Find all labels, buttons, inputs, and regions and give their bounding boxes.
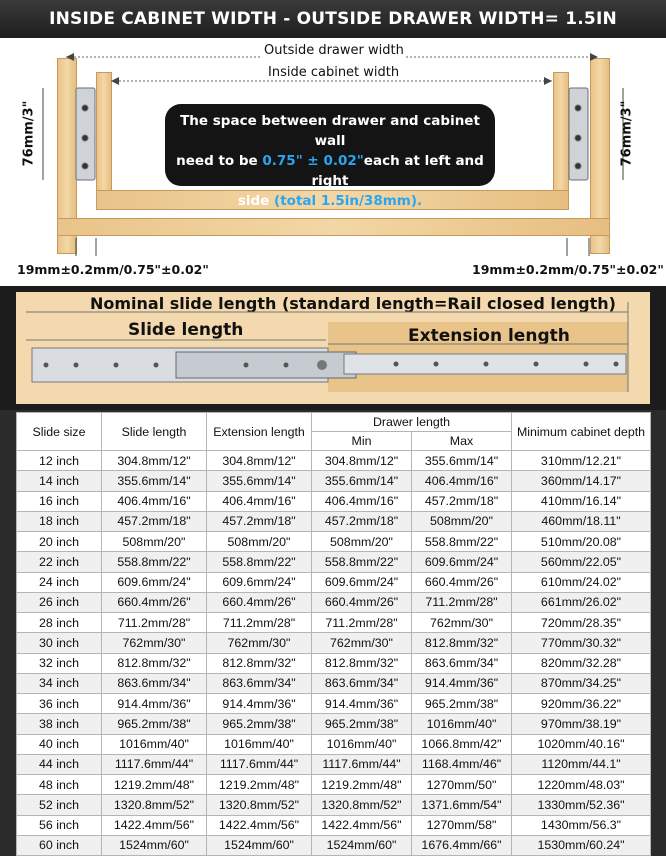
table-row xyxy=(17,835,651,855)
table-cell: 1117.6mm/44" xyxy=(102,754,207,774)
table-row xyxy=(17,775,651,795)
table-row xyxy=(17,532,651,552)
header-min-cabinet-depth: Minimum cabinet depth xyxy=(512,413,651,451)
table-cell: 360mm/14.17" xyxy=(512,471,651,491)
table-row xyxy=(17,633,651,653)
table-cell: 34 inch xyxy=(17,673,102,693)
table-cell: 410mm/16.14" xyxy=(512,491,651,511)
table-cell: 965.2mm/38" xyxy=(312,714,412,734)
table-cell: 863.6mm/34" xyxy=(207,673,312,693)
table-cell: 457.2mm/18" xyxy=(412,491,512,511)
table-cell: 870mm/34.25" xyxy=(512,673,651,693)
table-cell: 965.2mm/38" xyxy=(207,714,312,734)
table-cell: 812.8mm/32" xyxy=(412,633,512,653)
right-height-label: 76mm/3" xyxy=(619,100,635,167)
header-min: Min xyxy=(312,432,412,451)
table-cell: 1219.2mm/48" xyxy=(207,775,312,795)
table-cell: 863.6mm/34" xyxy=(312,673,412,693)
table-cell: 1422.4mm/56" xyxy=(102,815,207,835)
table-cell: 28 inch xyxy=(17,613,102,633)
table-cell: 1320.8mm/52" xyxy=(207,795,312,815)
table-cell: 60 inch xyxy=(17,835,102,855)
table-cell: 30 inch xyxy=(17,633,102,653)
table-cell: 1117.6mm/44" xyxy=(312,754,412,774)
table-row xyxy=(17,694,651,714)
table-cell: 720mm/28.35" xyxy=(512,613,651,633)
table-cell: 1270mm/50" xyxy=(412,775,512,795)
table-cell: 920mm/36.22" xyxy=(512,694,651,714)
table-cell: 965.2mm/38" xyxy=(412,694,512,714)
slide-length-diagram xyxy=(0,286,666,410)
right-thickness-label: 19mm±0.2mm/0.75"±0.02" xyxy=(472,262,664,277)
table-cell: 1168.4mm/46" xyxy=(412,754,512,774)
table-cell: 355.6mm/14" xyxy=(412,451,512,471)
table-row xyxy=(17,815,651,835)
table-cell: 1422.4mm/56" xyxy=(207,815,312,835)
extension-length-label: Extension length xyxy=(408,326,570,346)
table-cell: 660.4mm/26" xyxy=(412,572,512,592)
table-cell: 762mm/30" xyxy=(312,633,412,653)
table-cell: 304.8mm/12" xyxy=(207,451,312,471)
table-cell: 508mm/20" xyxy=(412,511,512,531)
table-cell: 40 inch xyxy=(17,734,102,754)
table-row xyxy=(17,451,651,471)
table-cell: 711.2mm/28" xyxy=(102,613,207,633)
table-cell: 508mm/20" xyxy=(207,532,312,552)
table-cell: 1330mm/52.36" xyxy=(512,795,651,815)
table-cell: 863.6mm/34" xyxy=(102,673,207,693)
right-slide-rail xyxy=(569,88,588,180)
table-cell: 914.4mm/36" xyxy=(312,694,412,714)
table-cell: 1220mm/48.03" xyxy=(512,775,651,795)
table-cell: 660.4mm/26" xyxy=(102,592,207,612)
table-row xyxy=(17,471,651,491)
table-cell: 609.6mm/24" xyxy=(312,572,412,592)
table-cell: 1016mm/40" xyxy=(207,734,312,754)
table-cell: 812.8mm/32" xyxy=(102,653,207,673)
table-cell: 457.2mm/18" xyxy=(207,511,312,531)
table-cell: 508mm/20" xyxy=(312,532,412,552)
table-cell: 355.6mm/14" xyxy=(102,471,207,491)
inside-cabinet-width-label: Inside cabinet width xyxy=(268,65,400,80)
table-row xyxy=(17,754,651,774)
table-cell: 16 inch xyxy=(17,491,102,511)
table-row xyxy=(17,491,651,511)
table-cell: 558.8mm/22" xyxy=(207,552,312,572)
table-cell: 44 inch xyxy=(17,754,102,774)
table-cell: 914.4mm/36" xyxy=(412,673,512,693)
table-cell: 770mm/30.32" xyxy=(512,633,651,653)
table-cell: 460mm/18.11" xyxy=(512,511,651,531)
table-cell: 1219.2mm/48" xyxy=(312,775,412,795)
table-cell: 1371.6mm/54" xyxy=(412,795,512,815)
table-row xyxy=(17,552,651,572)
table-cell: 711.2mm/28" xyxy=(412,592,512,612)
outside-drawer-width-label: Outside drawer width xyxy=(264,43,404,58)
table-row xyxy=(17,653,651,673)
table-cell: 304.8mm/12" xyxy=(312,451,412,471)
table-cell: 18 inch xyxy=(17,511,102,531)
table-cell: 406.4mm/16" xyxy=(207,491,312,511)
table-cell: 812.8mm/32" xyxy=(312,653,412,673)
gap-note: The space between drawer and cabinet wall need to be 0.75" ± 0.02"each at left and right side (total 1.5in/38mm). xyxy=(165,104,495,186)
table-cell: 32 inch xyxy=(17,653,102,673)
table-cell: 457.2mm/18" xyxy=(102,511,207,531)
table-row xyxy=(17,511,651,531)
table-cell: 1430mm/56.3" xyxy=(512,815,651,835)
table-cell: 1016mm/40" xyxy=(412,714,512,734)
table-cell: 609.6mm/24" xyxy=(102,572,207,592)
table-cell: 1117.6mm/44" xyxy=(207,754,312,774)
gap-total: (total 1.5in/38mm). xyxy=(274,193,423,209)
header-drawer-length: Drawer length xyxy=(312,413,512,432)
table-cell: 406.4mm/16" xyxy=(102,491,207,511)
table-cell: 1524mm/60" xyxy=(312,835,412,855)
table-cell: 1524mm/60" xyxy=(207,835,312,855)
table-cell: 406.4mm/16" xyxy=(412,471,512,491)
table-cell: 914.4mm/36" xyxy=(207,694,312,714)
table-row xyxy=(17,795,651,815)
table-row xyxy=(17,613,651,633)
cabinet-diagram xyxy=(0,38,666,286)
table-cell: 1120mm/44.1" xyxy=(512,754,651,774)
table-row xyxy=(17,734,651,754)
table-cell: 14 inch xyxy=(17,471,102,491)
table-cell: 1676.4mm/66" xyxy=(412,835,512,855)
table-cell: 558.8mm/22" xyxy=(412,532,512,552)
table-cell: 762mm/30" xyxy=(412,613,512,633)
table-row xyxy=(17,714,651,734)
table-cell: 1066.8mm/42" xyxy=(412,734,512,754)
table-cell: 1020mm/40.16" xyxy=(512,734,651,754)
header-slide-size: Slide size xyxy=(17,413,102,451)
table-cell: 711.2mm/28" xyxy=(312,613,412,633)
table-cell: 355.6mm/14" xyxy=(312,471,412,491)
table-cell: 1270mm/58" xyxy=(412,815,512,835)
table-cell: 406.4mm/16" xyxy=(312,491,412,511)
table-cell: 820mm/32.28" xyxy=(512,653,651,673)
table-cell: 970mm/38.19" xyxy=(512,714,651,734)
header-slide-length: Slide length xyxy=(102,413,207,451)
table-cell: 560mm/22.05" xyxy=(512,552,651,572)
table-cell: 56 inch xyxy=(17,815,102,835)
nominal-length-label: Nominal slide length (standard length=Rail closed length) xyxy=(90,294,616,313)
table-cell: 1524mm/60" xyxy=(102,835,207,855)
table-cell: 508mm/20" xyxy=(102,532,207,552)
table-body xyxy=(17,451,651,856)
table-cell: 36 inch xyxy=(17,694,102,714)
slide-rail-image xyxy=(16,292,650,404)
table-row xyxy=(17,673,651,693)
table-row xyxy=(17,592,651,612)
header-max: Max xyxy=(412,432,512,451)
table-cell: 1219.2mm/48" xyxy=(102,775,207,795)
table-cell: 26 inch xyxy=(17,592,102,612)
table-cell: 20 inch xyxy=(17,532,102,552)
page-title: INSIDE CABINET WIDTH - OUTSIDE DRAWER WIDTH= 1.5IN xyxy=(0,0,666,38)
table-cell: 965.2mm/38" xyxy=(102,714,207,734)
table-cell: 660.4mm/26" xyxy=(207,592,312,612)
table-cell: 558.8mm/22" xyxy=(102,552,207,572)
table-cell: 1530mm/60.24" xyxy=(512,835,651,855)
header-extension-length: Extension length xyxy=(207,413,312,451)
table-cell: 304.8mm/12" xyxy=(102,451,207,471)
table-cell: 660.4mm/26" xyxy=(312,592,412,612)
slide-length-label: Slide length xyxy=(128,320,244,340)
table-cell: 12 inch xyxy=(17,451,102,471)
table-cell: 711.2mm/28" xyxy=(207,613,312,633)
table-cell: 1320.8mm/52" xyxy=(312,795,412,815)
table-cell: 1016mm/40" xyxy=(102,734,207,754)
table-row xyxy=(17,572,651,592)
size-table xyxy=(16,412,650,853)
table-cell: 22 inch xyxy=(17,552,102,572)
table-cell: 457.2mm/18" xyxy=(312,511,412,531)
table-cell: 310mm/12.21" xyxy=(512,451,651,471)
table-cell: 863.6mm/34" xyxy=(412,653,512,673)
table-cell: 812.8mm/32" xyxy=(207,653,312,673)
left-height-label: 76mm/3" xyxy=(21,100,37,167)
left-thickness-label: 19mm±0.2mm/0.75"±0.02" xyxy=(17,262,209,277)
table-cell: 762mm/30" xyxy=(207,633,312,653)
table-cell: 510mm/20.08" xyxy=(512,532,651,552)
table-cell: 24 inch xyxy=(17,572,102,592)
table-cell: 762mm/30" xyxy=(102,633,207,653)
table-cell: 914.4mm/36" xyxy=(102,694,207,714)
table-cell: 610mm/24.02" xyxy=(512,572,651,592)
table-cell: 38 inch xyxy=(17,714,102,734)
table-cell: 558.8mm/22" xyxy=(312,552,412,572)
table-cell: 48 inch xyxy=(17,775,102,795)
table-cell: 355.6mm/14" xyxy=(207,471,312,491)
table-cell: 609.6mm/24" xyxy=(412,552,512,572)
table-cell: 1320.8mm/52" xyxy=(102,795,207,815)
table-cell: 1422.4mm/56" xyxy=(312,815,412,835)
table-cell: 661mm/26.02" xyxy=(512,592,651,612)
table-cell: 609.6mm/24" xyxy=(207,572,312,592)
left-slide-rail xyxy=(76,88,95,180)
gap-value: 0.75" ± 0.02" xyxy=(262,153,364,169)
slide-panel xyxy=(16,292,650,404)
table-cell: 52 inch xyxy=(17,795,102,815)
table-cell: 1016mm/40" xyxy=(312,734,412,754)
